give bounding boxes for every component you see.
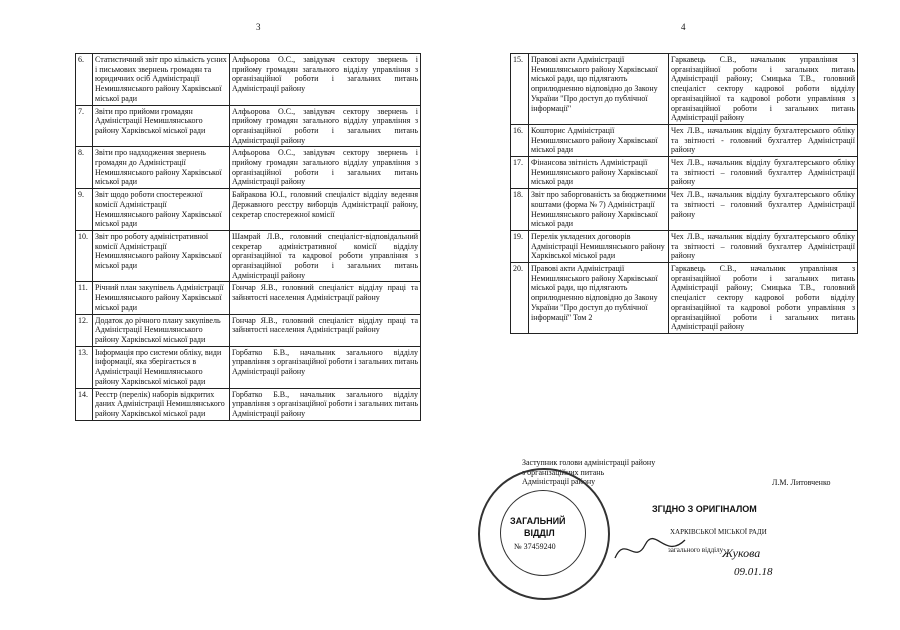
table-row xyxy=(511,263,858,334)
round-seal xyxy=(478,468,610,600)
document-name: Кошторис Адміністрації Немишлянського району Харківської міської ради xyxy=(529,124,669,156)
table-row xyxy=(76,346,421,388)
table-left xyxy=(75,53,421,421)
table-row xyxy=(76,388,421,420)
document-name: Звіти про надходження звернень громадян до Адміністрації Немишлянського району Харківської міської ради xyxy=(93,147,230,189)
document-name: Правові акти Адміністрації Немишлянського району Харківської міської ради, що підлягають оприлюдненню відповідно до Закону України "Про доступ до публічної інформації" xyxy=(529,54,669,125)
table-row xyxy=(511,157,858,189)
seal-code: № 37459240 xyxy=(514,542,556,551)
table-row xyxy=(76,314,421,346)
seal-line2: ВІДДІЛ xyxy=(524,528,555,538)
document-name: Фінансова звітність Адміністрації Немишлянського району Харківської міської ради xyxy=(529,157,669,189)
responsible-person: Чех Л.В., начальник відділу бухгалтерського обліку та звітності - головний бухгалтер Адміністрації району xyxy=(669,124,858,156)
table-row xyxy=(76,105,421,147)
seal-line1: ЗАГАЛЬНИЙ xyxy=(510,516,566,526)
document-name: Статистичний звіт про кількість усних і письмових звернень громадян та юридичних осіб Адміністрації Немишлянського району Харківської міської ради xyxy=(93,54,230,106)
row-number: 7. xyxy=(76,105,93,147)
table-row xyxy=(76,282,421,314)
responsible-person: Чех Л.В., начальник відділу бухгалтерського обліку та звітності – головний бухгалтер Адміністрації району xyxy=(669,189,858,231)
row-number: 15. xyxy=(511,54,529,125)
responsible-person: Алфьорова О.С., завідувач сектору звернень і прийому громадян загального відділу управління з організаційної роботи і загальних питань Адміністрації району xyxy=(230,54,421,106)
signature-title-line2: з організаційних питань xyxy=(522,467,605,477)
table-row xyxy=(76,230,421,282)
responsible-person: Горбатко Б.В., начальник загального відділу управління з організаційної роботи і загальних питань Адміністрації району xyxy=(230,346,421,388)
responsible-person: Чех Л.В., начальник відділу бухгалтерського обліку та звітності – головний бухгалтер Адміністрації району xyxy=(669,230,858,262)
responsible-person: Шамрай Л.В., головний спеціаліст-відповідальний секретар адміністративної комісії відділу організаційної та кадрової роботи управління з організаційної роботи і загальних питань Адміністрації району xyxy=(230,230,421,282)
table-row xyxy=(511,189,858,231)
responsible-person: Гаркавець С.В., начальник управління з організаційної роботи і загальних питань Адміністрації району; Смицька Т.В., головний спеціаліст сектору кадрової роботи відділу організаційної та кадрової роботи управління з організаційної роботи і загальних питань Адміністрації району xyxy=(669,54,858,125)
document-name: Звіти про прийоми громадян Адміністрації Немишлянського району Харківської міської ради xyxy=(93,105,230,147)
table-row xyxy=(511,54,858,125)
row-number: 12. xyxy=(76,314,93,346)
responsible-person: Горбатко Б.В., начальник загального відділу управління з організаційної роботи і загальних питань Адміністрації району xyxy=(230,388,421,420)
row-number: 16. xyxy=(511,124,529,156)
table-row xyxy=(76,189,421,231)
row-number: 10. xyxy=(76,230,93,282)
document-name: Звіт щодо роботи спостережної комісії Адміністрації Немишлянського району Харківської міської ради xyxy=(93,189,230,231)
table-row xyxy=(76,147,421,189)
signature-title-line1: Заступник голови адміністрації району xyxy=(522,458,656,467)
signature-title-line3: Адміністрації району xyxy=(522,477,596,486)
responsible-person: Гончар Я.В., головний спеціаліст відділу праці та зайнятості населення Адміністрації району xyxy=(230,282,421,314)
row-number: 11. xyxy=(76,282,93,314)
document-name: Річний план закупівель Адміністрації Немишлянського району Харківської міської ради xyxy=(93,282,230,314)
document-name: Правові акти Адміністрації Немишлянського району Харківської міської ради, що підлягають оприлюдненню відповідно до Закону України "Про доступ до публічної інформації" Том 2 xyxy=(529,263,669,334)
document-name: Додаток до річного плану закупівель Адміністрації Немишлянського району Харківської міської ради xyxy=(93,314,230,346)
row-number: 17. xyxy=(511,157,529,189)
page-number-right: 4 xyxy=(681,22,686,32)
row-number: 14. xyxy=(76,388,93,420)
signatory-name: Л.М. Литовченко xyxy=(772,478,831,487)
copy-stamp-line1: ЗГІДНО З ОРИГІНАЛОМ xyxy=(652,504,757,514)
table-row xyxy=(76,54,421,106)
responsible-person: Чех Л.В., начальник відділу бухгалтерського обліку та звітності – головний бухгалтер Адміністрації району xyxy=(669,157,858,189)
copy-stamp-line3: загального відділу xyxy=(668,546,724,554)
document-name: Звіт про роботу адміністративної комісії Адміністрації Немишлянського району Харківської міської ради xyxy=(93,230,230,282)
responsible-person: Гончар Я.В., головний спеціаліст відділу праці та зайнятості населення Адміністрації району xyxy=(230,314,421,346)
row-number: 6. xyxy=(76,54,93,106)
handwritten-signature xyxy=(610,530,690,570)
table-row xyxy=(511,124,858,156)
row-number: 8. xyxy=(76,147,93,189)
responsible-person: Алфьорова О.С., завідувач сектору звернень і прийому громадян загального відділу управління з організаційної роботи і загальних питань Адміністрації району xyxy=(230,105,421,147)
row-number: 18. xyxy=(511,189,529,231)
table-right xyxy=(510,53,858,334)
row-number: 9. xyxy=(76,189,93,231)
row-number: 19. xyxy=(511,230,529,262)
document-name: Перелік укладених договорів Адміністрації Немишлянського району Харківської міської ради xyxy=(529,230,669,262)
row-number: 13. xyxy=(76,346,93,388)
copy-stamp-line2: ХАРКІВСЬКОЇ МІСЬКОЇ РАДИ xyxy=(670,528,767,536)
copy-stamp-name: Жукова xyxy=(722,546,761,560)
page-number-left: 3 xyxy=(256,22,261,32)
row-number: 20. xyxy=(511,263,529,334)
document-name: Інформація про системи обліку, види інформації, яка зберігається в Адміністрації Немишлянського району Харківської міської ради xyxy=(93,346,230,388)
document-name: Звіт про заборгованість за бюджетними коштами (форма № 7) Адміністрації Немишлянського району Харківської міської ради xyxy=(529,189,669,231)
responsible-person: Байракова Ю.І., головний спеціаліст відділу ведення Державного реєстру виборців Адміністрації району, секретар спостережної комісії xyxy=(230,189,421,231)
copy-stamp-date: 09.01.18 xyxy=(734,566,773,578)
document-name: Реєстр (перелік) наборів відкритих даних Адміністрації Немишлянського району Харківської міської ради xyxy=(93,388,230,420)
responsible-person: Гаркавець С.В., начальник управління з організаційної роботи і загальних питань Адміністрації району; Смицька Т.В., головний спеціаліст сектору кадрової роботи відділу організаційної та кадрової роботи управління з організаційної роботи і загальних питань Адміністрації району xyxy=(669,263,858,334)
responsible-person: Алфьорова О.С., завідувач сектору звернень і прийому громадян загального відділу управління з організаційної роботи і загальних питань Адміністрації району xyxy=(230,147,421,189)
table-row xyxy=(511,230,858,262)
